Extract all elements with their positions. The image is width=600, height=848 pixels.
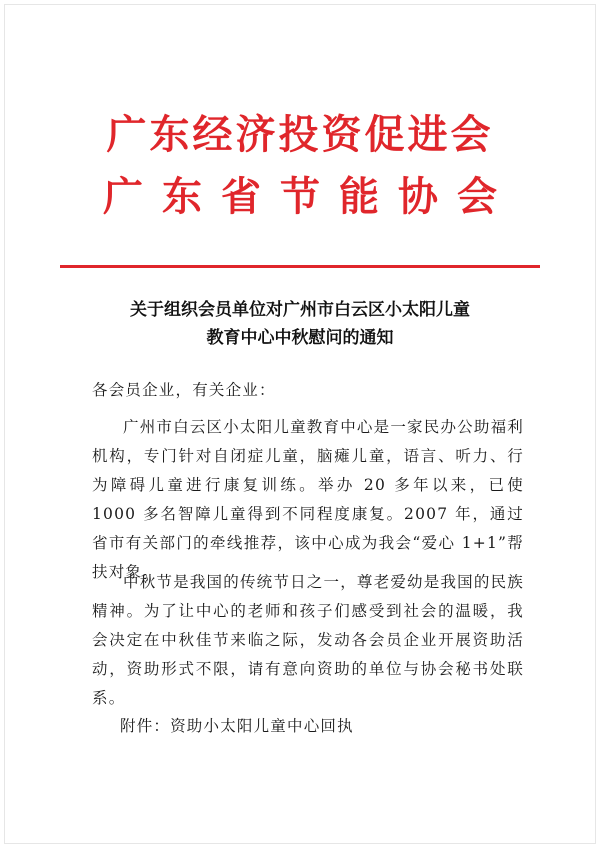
body-paragraph-1: 广州市白云区小太阳儿童教育中心是一家民办公助福利机构，专门针对自闭症儿童，脑瘫儿童，语言、听力、行为障碍儿童进行康复训练。举办 20 多年以来，已使 1000 多名智障儿童得到不同程度康复。2007 年，通过省市有关部门的牵线推荐，该中心成为我会“爱心 1+1”帮扶对象。 xyxy=(92,418,524,581)
notice-title-line-1: 关于组织会员单位对广州市白云区小太阳儿童 xyxy=(130,300,470,320)
body-paragraph-2: 中秋节是我国的传统节日之一，尊老爱幼是我国的民族精神。为了让中心的老师和孩子们感受到社会的温暖，我会决定在中秋佳节来临之际，发动各会员企业开展资助活动，资助形式不限，请有意向资助的单位与协会秘书处联系。 xyxy=(92,573,524,707)
letterhead-org-line-2: 广东省节能协会 xyxy=(103,173,516,220)
attachment-note: 附件：资助小太阳儿童中心回执 xyxy=(120,717,354,735)
letterhead-divider xyxy=(60,265,540,268)
notice-title-line-2: 教育中心中秋慰问的通知 xyxy=(206,328,394,348)
letterhead-org-line-1: 广东经济投资促进会 xyxy=(106,111,494,158)
salutation: 各会员企业，有关企业： xyxy=(92,381,276,399)
